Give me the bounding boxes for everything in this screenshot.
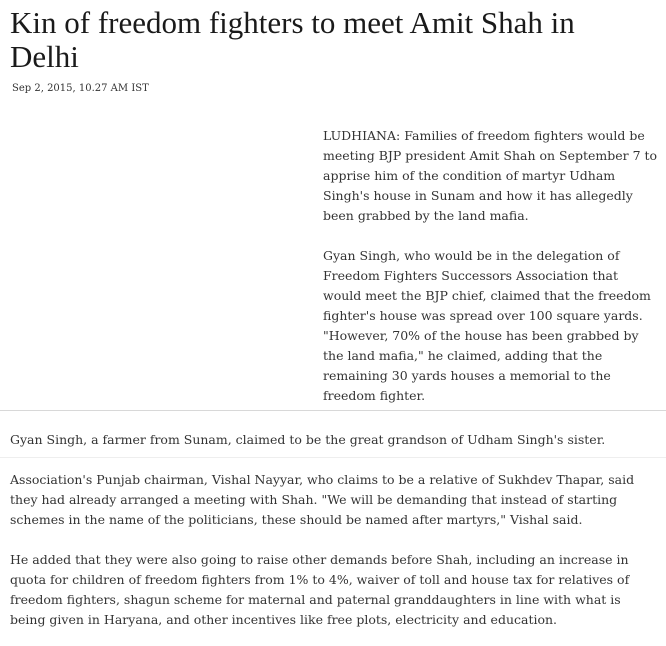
ad-placeholder-space [10,126,323,390]
paragraph-gyan-singh-farmer: Gyan Singh, a farmer from Sunam, claimed to be the great grandson of Udham Singh's sister. [10,432,606,447]
paragraph-gyan-singh-delegation: Gyan Singh, who would be in the delegation of Freedom Fighters Successors Association that would meet the BJP chief, claimed that the freedom fighter's house was spread over 100 square yards. "However, 70% of the house has been grabbed by the land mafia," he claimed, adding that the remaining 30 yards houses a memorial to the freedom fighter. [323,248,651,403]
article-body-top [10,126,660,406]
paragraph-other-demands: He added that they were also going to raise other demands before Shah, including an increase in quota for children of freedom fighters from 1% to 4%, waiver of toll and house tax for relatives of freedom fighters, shagun scheme for maternal and paternal granddaughters in line with what is being given in Haryana, and other incentives like free plots, electricity and education. [10,552,630,627]
article-body-bottom [10,430,660,630]
paragraph-association-chairman: Association's Punjab chairman, Vishal Nayyar, who claims to be a relative of Sukhdev Thapar, said they had already arranged a meeting with Shah. "We will be demanding that instead of starting schemes in the name of the politicians, these should be named after martyrs," Vishal said. [10,472,635,527]
paragraph-ludhiana: LUDHIANA: Families of freedom fighters would be meeting BJP president Amit Shah on September 7 to apprise him of the condition of martyr Udham Singh's house in Sunam and how it has allegedly been grabbed by the land mafia. [323,128,658,223]
article-dateline: Sep 2, 2015, 10.27 AM IST [12,83,149,94]
section-divider [0,410,666,411]
article-headline: Kin of freedom fighters to meet Amit Shah in Delhi [10,5,575,74]
